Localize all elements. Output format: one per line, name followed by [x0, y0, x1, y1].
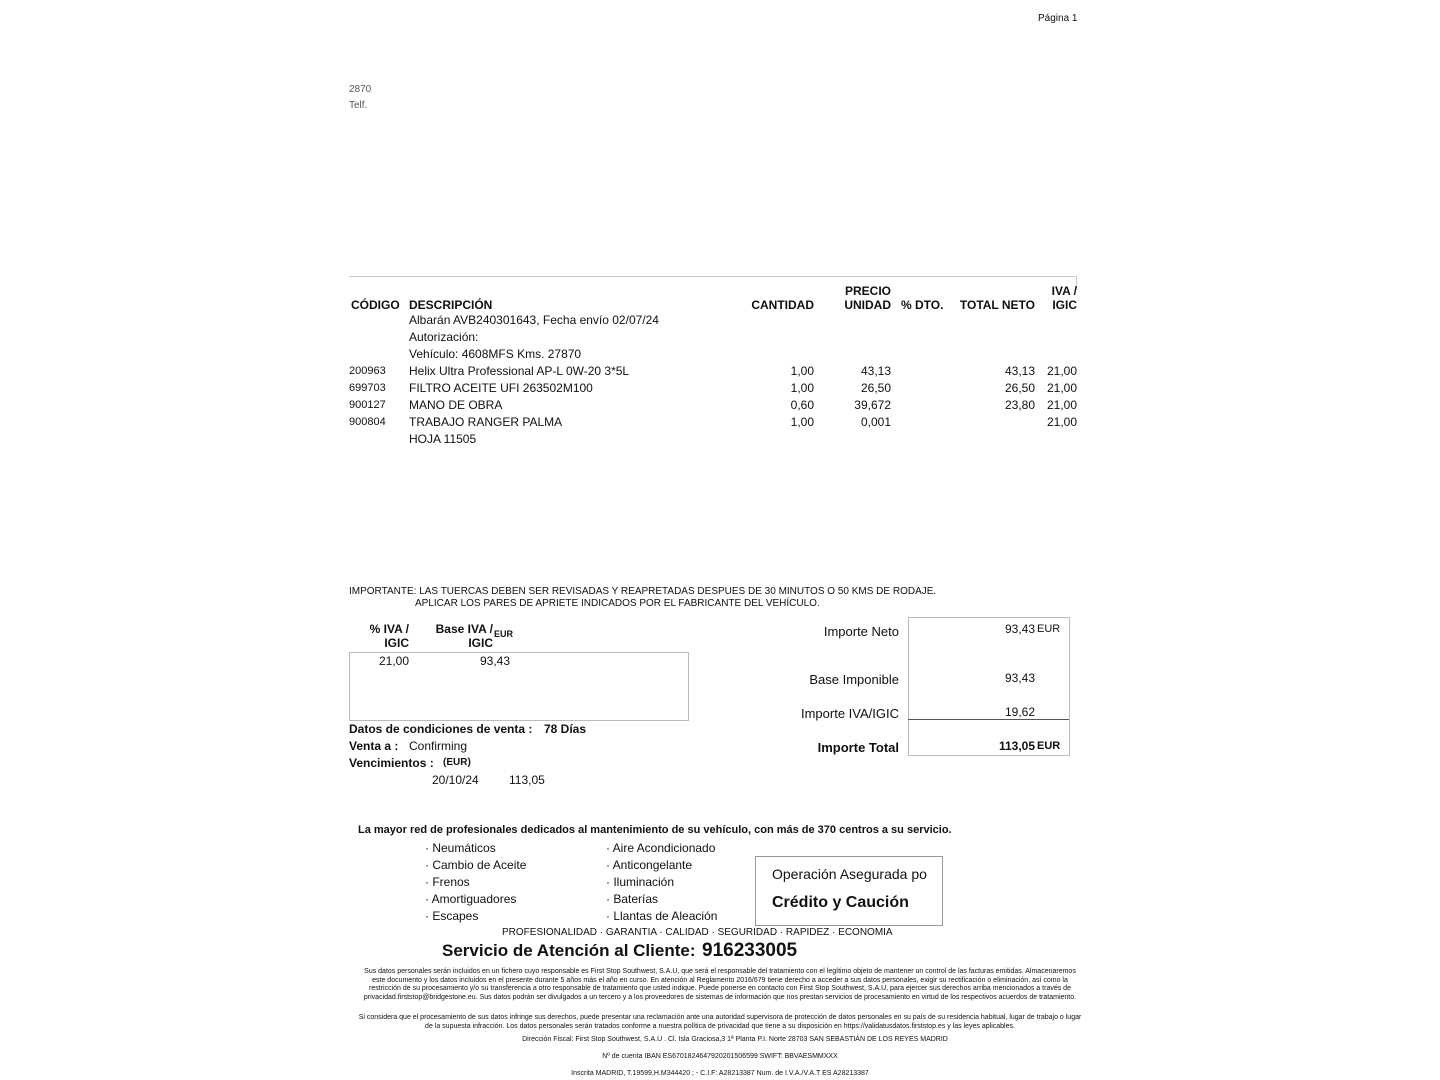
col-header-unit-price-line2: UNIDAD: [844, 298, 891, 312]
table-row: [0, 398, 1440, 415]
row-unit-price: 39,672: [854, 398, 891, 412]
row-unit-price: 43,13: [860, 364, 891, 378]
privacy-line: este documento y los datos incluidos en el presente durante 5 años más el año en curso. En atención al Reglamento 2016/679 tiene derecho a acceder a sus datos personales, exigir su rectificación o eliminación, así como la: [372, 976, 1068, 984]
tax-base-value: 93,43: [479, 654, 510, 668]
customer-service-label: Servicio de Atención al Cliente:: [442, 941, 696, 960]
company-registry: Inscrita MADRID, T.19599,H.M344420 ; - C.I.F: A28213387 Num. de I.V.A./V.A.T ES A28213387: [571, 1070, 869, 1077]
privacy-paragraph-2: [340, 1014, 1100, 1031]
company-values: PROFESIONALIDAD · GARANTIA · CALIDAD · SEGURIDAD · RAPIDEZ · ECONOMIA: [502, 927, 893, 938]
service-item: · Anticongelante: [606, 858, 693, 872]
row-net-total: 43,13: [1004, 364, 1035, 378]
insurance-line2: Crédito y Caución: [772, 894, 909, 911]
col-header-tax: [1052, 284, 1077, 312]
table-note: [0, 330, 1440, 347]
col-header-code: CÓDIGO: [351, 298, 400, 312]
col-header-unit-price: [844, 284, 891, 312]
privacy-line: de la supuesta infracción. Los datos personales serán tratados conforme a nuestra política de privacidad que tiene a su disposición en https://validatusdatos.firststop.es y las leyes aplicables.: [425, 1022, 1015, 1030]
privacy-line: restricción de su procesamiento y/o su transferencia a otro responsable de tratamiento que usted indique. Puede ponerse en contacto con First Stop Southwest, S.A.U, para ejercer sus derechos arriba mencionados a través de: [369, 985, 1071, 992]
row-code: 900127: [349, 399, 386, 411]
conditions-label: Datos de condiciones de venta :: [349, 722, 533, 736]
taxable-base-value: 93,43: [1004, 671, 1035, 685]
row-unit-price: 26,50: [860, 381, 891, 395]
row-tax: 21,00: [1046, 398, 1077, 412]
service-item: · Frenos: [425, 875, 470, 889]
tax-rate-header-line2: IGIC: [384, 636, 409, 650]
col-header-description: DESCRIPCIÓN: [409, 298, 493, 312]
total-amount-label: Importe Total: [817, 740, 899, 755]
tax-base-currency: EUR: [494, 629, 514, 639]
due-amount: 113,05: [509, 773, 545, 787]
total-amount-value: 113,05: [998, 739, 1035, 753]
row-tax: 21,00: [1046, 415, 1077, 429]
authorization-note: Autorización:: [409, 330, 479, 344]
sale-value: Confirming: [409, 739, 468, 753]
sale-label: Venta a :: [349, 739, 399, 753]
row-quantity: 0,60: [790, 398, 814, 412]
services-list-right: [606, 840, 717, 925]
privacy-line: privacidad.firststop@bridgestone.eu. Sus datos podrán ser divulgados a un tercero y a los proveedores de sistemas de información que nos prestan servicios de procesamiento en virtud de los respectivos acuerdos de tratamiento.: [363, 993, 1077, 1001]
vehicle-note: Vehículo: 4608MFS Kms. 27870: [409, 347, 582, 361]
bank-account: Nº de cuenta IBAN ES6701824647920201506599 SWIFT: BBVAESMMXXX: [602, 1053, 838, 1060]
service-item: · Baterías: [606, 892, 659, 906]
promo-headline: La mayor red de profesionales dedicados al mantenimiento de su vehículo, con más de 370 centros a su servicio.: [358, 824, 952, 836]
privacy-paragraph-1: [340, 968, 1100, 1002]
due-label: Vencimientos :: [349, 756, 434, 770]
customer-service-phone: 916233005: [702, 940, 798, 961]
col-header-unit-price-line1: PRECIO: [844, 284, 891, 298]
service-item: · Llantas de Aleación: [606, 909, 718, 923]
page-number: Página 1: [1038, 13, 1078, 24]
table-row: [0, 415, 1440, 432]
customer-address: 2870: [349, 84, 372, 95]
tax-base-header-line1: Base IVA /: [435, 622, 493, 636]
table-row: [0, 381, 1440, 398]
col-header-net-total: TOTAL NETO: [959, 298, 1035, 312]
row-net-total: 23,80: [1004, 398, 1035, 412]
insurance-box: [755, 856, 943, 926]
important-notice-line1: IMPORTANTE: LAS TUERCAS DEBEN SER REVISADAS Y REAPRETADAS DESPUES DE 30 MINUTOS O 50 KMS DE RODAJE.: [349, 586, 937, 597]
row-tax: 21,00: [1046, 364, 1077, 378]
table-row: [0, 364, 1440, 381]
row-unit-price: 0,001: [860, 415, 891, 429]
row-description: FILTRO ACEITE UFI 263502M100: [409, 381, 593, 395]
service-item: · Aire Acondicionado: [606, 841, 716, 855]
customer-phone-label: Telf.: [349, 100, 368, 111]
row-quantity: 1,00: [790, 381, 814, 395]
row-quantity: 1,00: [790, 415, 814, 429]
due-date: 20/10/24: [432, 773, 479, 787]
row-code: 200963: [349, 365, 386, 377]
sheet-note: HOJA 11505: [409, 432, 477, 446]
row-quantity: 1,00: [790, 364, 814, 378]
col-header-discount: % DTO.: [901, 298, 944, 312]
row-description: MANO DE OBRA: [409, 398, 503, 412]
service-item: · Neumáticos: [425, 841, 496, 855]
row-description: TRABAJO RANGER PALMA: [409, 415, 563, 429]
col-header-tax-line1: IVA /: [1051, 284, 1077, 298]
insurance-line1: Operación Asegurada po: [772, 866, 927, 882]
table-note: [0, 347, 1440, 364]
service-item: · Escapes: [425, 909, 479, 923]
table-note: [0, 432, 1440, 449]
service-item: · Iluminación: [606, 875, 675, 889]
row-description: Helix Ultra Professional AP-L 0W-20 3*5L: [409, 364, 630, 378]
taxable-base-label: Base Imponible: [809, 672, 899, 687]
table-note: [0, 313, 1440, 330]
col-header-tax-line2: IGIC: [1052, 298, 1077, 312]
privacy-line: Sus datos personales serán incluidos en un fichero cuyo responsable es First Stop Southwest, S.A.U, que será el responsable del tratamiento con el legítimo objeto de mantener un control de las facturas emitidas. Almacenaremos: [364, 968, 1076, 975]
row-tax: 21,00: [1046, 381, 1077, 395]
service-item: · Amortiguadores: [425, 892, 517, 906]
tax-base-header-line2: IGIC: [468, 636, 493, 650]
totals-divider: [908, 719, 1069, 720]
conditions-days: 78 Días: [544, 722, 587, 736]
tax-amount-label: Importe IVA/IGIC: [800, 706, 899, 721]
row-net-total: 26,50: [1004, 381, 1035, 395]
net-amount-currency: EUR: [1037, 623, 1061, 635]
net-amount-label: Importe Neto: [823, 624, 899, 639]
due-currency: (EUR): [443, 757, 471, 768]
tax-rate-value: 21,00: [378, 654, 409, 668]
privacy-line: Si considera que el procesamiento de sus datos infringe sus derechos, puede presentar una reclamación ante una autoridad supervisora de protección de datos personales en su país de su residencia habitual, lugar de trabajo o lugar: [358, 1014, 1082, 1021]
row-code: 699703: [349, 382, 386, 394]
tax-rate-header: [370, 622, 409, 650]
net-amount-value: 93,43: [1004, 622, 1035, 636]
delivery-note: Albarán AVB240301643, Fecha envío 02/07/24: [409, 313, 659, 327]
totals-box: [908, 617, 1070, 756]
service-item: · Cambio de Aceite: [425, 858, 527, 872]
tax-base-header: [436, 622, 493, 650]
services-list-left: [425, 840, 526, 925]
col-header-quantity: CANTIDAD: [751, 298, 814, 312]
tax-amount-value: 19,62: [1004, 705, 1035, 719]
table-top-rule: [349, 276, 1077, 277]
fiscal-address: Dirección Fiscal: First Stop Southwest, S.A.U . Cl. Isla Graciosa,3 1ª Planta P.I. Norte 28703 SAN SEBASTIÁN DE LOS REYES MADRID: [522, 1036, 948, 1043]
important-notice-line2: APLICAR LOS PARES DE APRIETE INDICADOS POR EL FABRICANTE DEL VEHÍCULO.: [415, 598, 820, 609]
row-code: 900804: [349, 416, 386, 428]
total-amount-currency: EUR: [1037, 740, 1061, 752]
tax-rate-header-line1: % IVA /: [369, 622, 409, 636]
